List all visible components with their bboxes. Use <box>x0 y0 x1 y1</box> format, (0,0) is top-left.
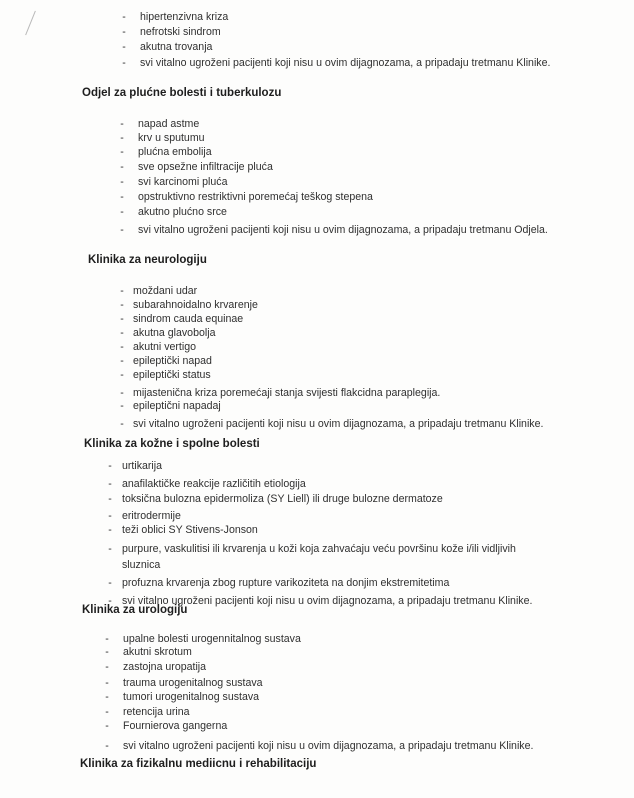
list-item-text: upalne bolesti urogennitalnog sustava <box>123 633 301 645</box>
bullet-dash: - <box>105 661 109 673</box>
list-item-text: trauma urogenitalnog sustava <box>123 677 263 689</box>
list-item-text: profuzna krvarenja zbog rupture varikoziteta na donjim ekstremitetima <box>122 577 450 589</box>
list-item-text: epileptički napad <box>133 355 212 367</box>
list-item-text: nefrotski sindrom <box>140 26 221 38</box>
bullet-dash: - <box>122 41 126 53</box>
list-item-text: sve opsežne infiltracije pluća <box>138 161 273 173</box>
list-item-text: sluznica <box>122 559 161 571</box>
bullet-dash: - <box>120 369 124 381</box>
bullet-dash: - <box>122 26 126 38</box>
list-item-text: subarahnoidalno krvarenje <box>133 299 258 311</box>
bullet-dash: - <box>120 146 124 158</box>
list-item-text: purpure, vaskulitisi ili krvarenja u koži koja zahvaćaju veću površinu kože i/ili vidljivih <box>122 543 516 555</box>
list-item-text: svi vitalno ugroženi pacijenti koji nisu u ovim dijagnozama, a pripadaju tretmanu Klinike. <box>133 418 544 430</box>
list-item-text: retencija urina <box>123 706 190 718</box>
list-item-text: napad astme <box>138 118 200 130</box>
list-item-text: urtikarija <box>122 460 163 472</box>
list-item-text: tumori urogenitalnog sustava <box>123 691 260 703</box>
bullet-dash: - <box>120 400 124 412</box>
list-item-text: sindrom cauda equinae <box>133 313 244 325</box>
list-item-text: teži oblici SY Stivens-Jonson <box>122 524 258 536</box>
bullet-dash: - <box>105 646 109 658</box>
section-heading: Klinika za neurologiju <box>88 254 207 266</box>
list-item-text: mijastenična kriza poremećaji stanja svijesti flakcidna paraplegija. <box>133 387 441 399</box>
bullet-dash: - <box>120 118 124 130</box>
list-item-text: krv u sputumu <box>138 132 205 144</box>
pen-mark <box>25 11 36 35</box>
list-item-text: svi vitalno ugroženi pacijenti koji nisu u ovim dijagnozama, a pripadaju tretmanu Klinike. <box>122 595 533 607</box>
bullet-dash: - <box>122 57 126 69</box>
bullet-dash: - <box>108 595 112 607</box>
list-item-text: akutni vertigo <box>133 341 197 353</box>
list-item-text: moždani udar <box>133 285 198 297</box>
list-item-text: Fournierova gangerna <box>123 720 228 732</box>
bullet-dash: - <box>105 677 109 689</box>
bullet-dash: - <box>120 191 124 203</box>
list-item-text: svi karcinomi pluća <box>138 176 228 188</box>
bullet-dash: - <box>105 720 109 732</box>
bullet-dash: - <box>120 299 124 311</box>
list-item-text: svi vitalno ugroženi pacijenti koji nisu u ovim dijagnozama, a pripadaju tretmanu Odjela. <box>138 224 548 236</box>
bullet-dash: - <box>108 460 112 472</box>
bullet-dash: - <box>108 543 112 555</box>
bullet-dash: - <box>108 493 112 505</box>
list-item-text: akutni skrotum <box>123 646 192 658</box>
bullet-dash: - <box>105 740 109 752</box>
bullet-dash: - <box>108 510 112 522</box>
bullet-dash: - <box>120 313 124 325</box>
bullet-dash: - <box>120 132 124 144</box>
bullet-dash: - <box>120 206 124 218</box>
list-item-text: anafilaktičke reakcije različitih etiologija <box>122 478 306 490</box>
bullet-dash: - <box>108 577 112 589</box>
bullet-dash: - <box>105 691 109 703</box>
list-item-text: eritrodermije <box>122 510 181 522</box>
section-heading: Klinika za urologiju <box>82 604 188 616</box>
bullet-dash: - <box>120 418 124 430</box>
list-item-text: svi vitalno ugroženi pacijenti koji nisu u ovim dijagnozama, a pripadaju tretmanu Klinike. <box>123 740 534 752</box>
bullet-dash: - <box>120 285 124 297</box>
list-item-text: hipertenzivna kriza <box>140 11 229 23</box>
section-heading: Klinika za kožne i spolne bolesti <box>84 438 260 450</box>
list-item-text: epileptični napadaj <box>133 400 221 412</box>
section-heading: Odjel za plućne bolesti i tuberkulozu <box>82 87 282 99</box>
bullet-dash: - <box>120 224 124 236</box>
bullet-dash: - <box>120 161 124 173</box>
list-item-text: opstruktivno restriktivni poremećaj teškog stepena <box>138 191 373 203</box>
bullet-dash: - <box>105 633 109 645</box>
bullet-dash: - <box>120 387 124 399</box>
list-item-text: akutna glavobolja <box>133 327 216 339</box>
list-item-text: svi vitalno ugroženi pacijenti koji nisu u ovim dijagnozama, a pripadaju tretmanu Klinike. <box>140 57 551 69</box>
list-item-text: zastojna uropatija <box>123 661 207 673</box>
list-item-text: akutno plućno srce <box>138 206 227 218</box>
bullet-dash: - <box>122 11 126 23</box>
list-item-text: toksična bulozna epidermoliza (SY Liell) ili druge bulozne dermatoze <box>122 493 443 505</box>
bullet-dash: - <box>108 524 112 536</box>
bullet-dash: - <box>120 176 124 188</box>
list-item-text: epileptički status <box>133 369 211 381</box>
bullet-dash: - <box>120 327 124 339</box>
bullet-dash: - <box>108 478 112 490</box>
list-item-text: plućna embolija <box>138 146 212 158</box>
bullet-dash: - <box>120 355 124 367</box>
bullet-dash: - <box>120 341 124 353</box>
section-heading: Klinika za fizikalnu mediicnu i rehabilitaciju <box>80 758 317 770</box>
list-item-text: akutna trovanja <box>140 41 213 53</box>
bullet-dash: - <box>105 706 109 718</box>
